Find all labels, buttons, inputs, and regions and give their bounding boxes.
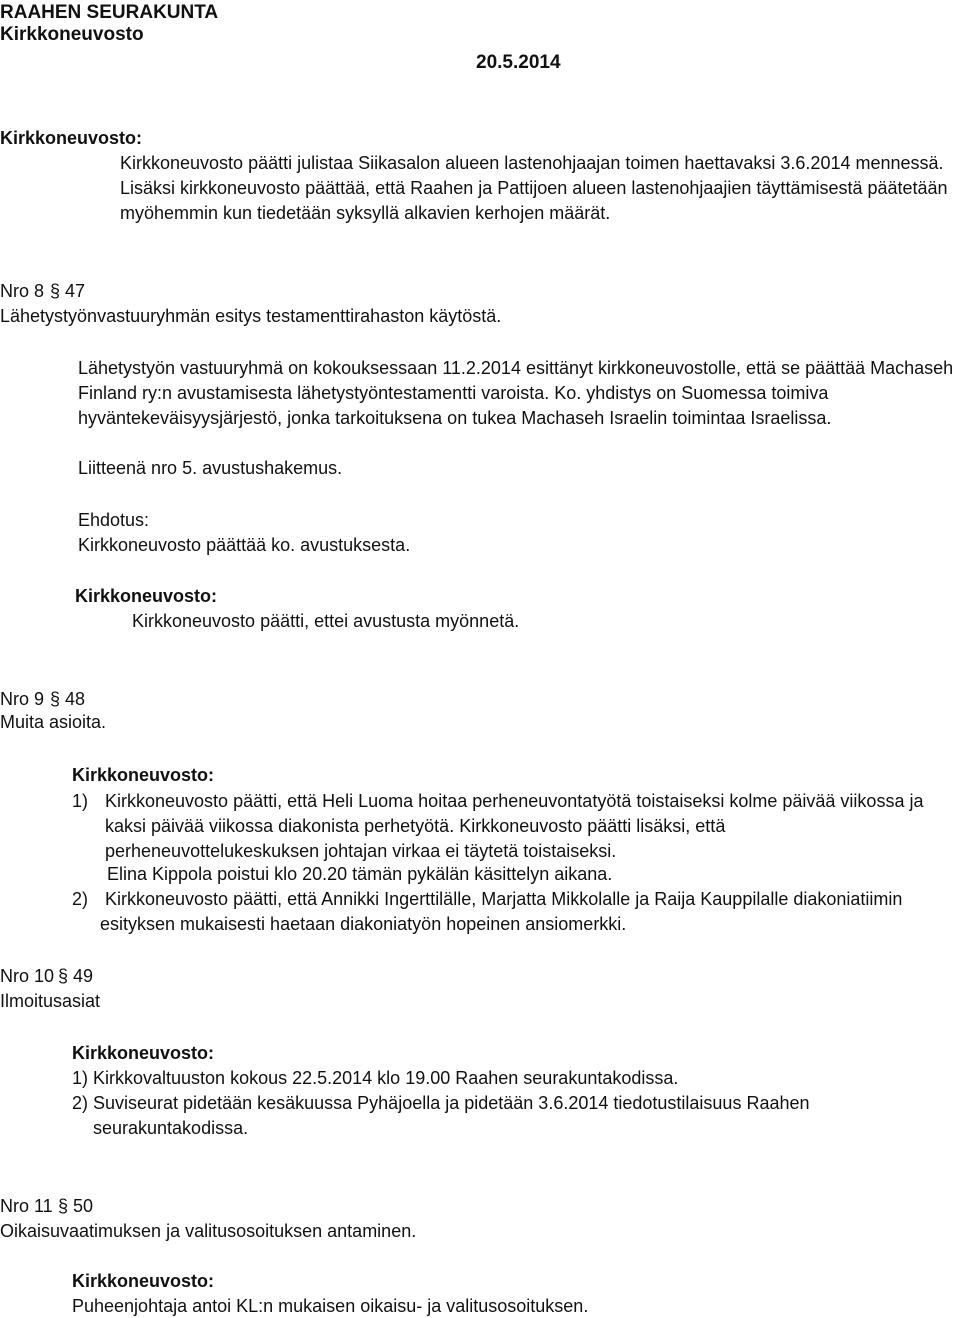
body-line: Lähetystyön vastuuryhmä on kokouksessaan 11.2.2014 esittänyt kirkkoneuvostolle, että se päättää Machaseh [78,358,954,378]
decision-label: Kirkkoneuvosto: [72,1043,215,1063]
decision-label: Kirkkoneuvosto: [72,765,215,785]
body-name: Kirkkoneuvosto [0,24,144,45]
body-line: Finland ry:n avustamisesta lähetystyöntestamentti varoista. Ko. yhdistys on Suomessa toimiva [78,383,829,403]
list-item-line: 1) Kirkkovaltuuston kokous 22.5.2014 klo 19.00 Raahen seurakuntakodissa. [72,1068,679,1088]
attachment-note: Liitteenä nro 5. avustushakemus. [78,458,343,478]
list-item-line: Kirkkoneuvosto päätti, että Heli Luoma hoitaa perheneuvontatyötä toistaiseksi kolme päivää viikossa ja [105,791,924,811]
meeting-date: 20.5.2014 [476,52,561,73]
paragraph-number: § 50 [58,1196,94,1216]
item-number: Nro 8 [0,281,45,301]
list-item-line: 2) Suviseurat pidetään kesäkuussa Pyhäjoella ja pidetään 3.6.2014 tiedotustilaisuus Raahen [72,1093,810,1113]
item-title: Lähetystyönvastuuryhmän esitys testamenttirahaston käytöstä. [0,306,502,326]
item-title: Ilmoitusasiat [0,991,101,1011]
decision-text: Kirkkoneuvosto päätti, ettei avustusta myönnetä. [132,611,520,631]
list-item-line: Kirkkoneuvosto päätti, että Annikki Ingerttilälle, Marjatta Mikkolalle ja Raija Kauppilalle diakoniatiimin [105,889,903,909]
body-line: hyväntekeväisyysjärjestö, jonka tarkoituksena on tukea Machaseh Israelin toimintaa Israelissa. [78,408,832,428]
list-item-line: perheneuvottelukeskuksen johtajan virkaa ei täytetä toistaiseksi. [105,841,617,861]
decision-label: Kirkkoneuvosto: [72,1271,215,1291]
proposal-label: Ehdotus: [78,510,150,530]
item-number: Nro 11 [0,1196,53,1216]
organization-name: RAAHEN SEURAKUNTA [0,2,219,23]
decision-text-line: Kirkkoneuvosto päätti julistaa Siikasalon alueen lastenohjaajan toimen haettavaksi 3.6.2014 mennessä. [120,153,944,173]
list-number: 2) [72,889,89,909]
item-title: Muita asioita. [0,712,107,732]
decision-text: Puheenjohtaja antoi KL:n mukaisen oikaisu- ja valitusosoituksen. [72,1296,589,1316]
list-item-line: kaksi päivää viikossa diakonista perhetyötä. Kirkkoneuvosto päätti lisäksi, että [105,816,726,836]
paragraph-number: § 49 [58,966,94,986]
list-item-line: seurakuntakodissa. [93,1118,249,1138]
decision-label: Kirkkoneuvosto: [0,128,143,148]
decision-text-line: Lisäksi kirkkoneuvosto päättää, että Raahen ja Pattijoen alueen lastenohjaajien täyttämisestä päätetään [120,178,948,198]
item-number: Nro 10 [0,966,55,986]
paragraph-number: § 47 [50,281,86,301]
paragraph-number: § 48 [50,689,86,709]
list-item-line: esityksen mukaisesti haetaan diakoniatyön hopeinen ansiomerkki. [100,914,627,934]
decision-text-line: myöhemmin kun tiedetään syksyllä alkavien kerhojen määrät. [120,203,611,223]
item-number: Nro 9 [0,689,45,709]
list-item-line: Elina Kippola poistui klo 20.20 tämän pykälän käsittelyn aikana. [107,864,613,884]
list-number: 1) [72,791,89,811]
item-title: Oikaisuvaatimuksen ja valitusosoituksen antaminen. [0,1221,417,1241]
decision-label: Kirkkoneuvosto: [75,586,218,606]
proposal-text: Kirkkoneuvosto päättää ko. avustuksesta. [78,535,411,555]
